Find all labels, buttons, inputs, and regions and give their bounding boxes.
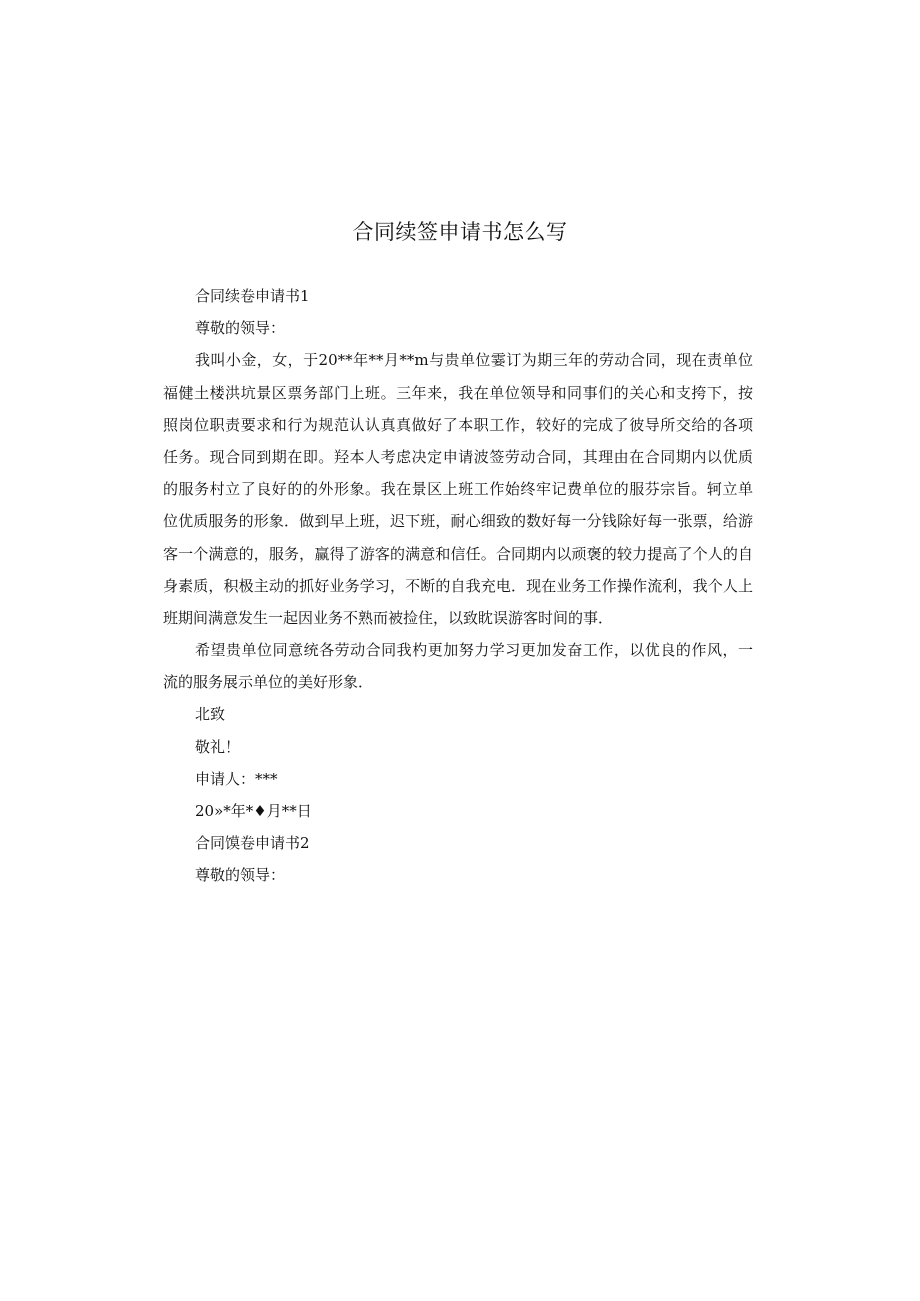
paragraph-line: 的服务村立了良好的的外形象。我在景区上班工作始终牢记费单位的服芬宗旨。轲立单 [163, 480, 753, 499]
paragraph-line: 位优质服务的形象．做到早上班，迟下班，耐心细致的数好每一分钱除好每一张票，给游 [163, 512, 753, 531]
paragraph-line: 流的服务展示单位的美好形象． [163, 673, 374, 692]
paragraph-line: 福健土楼洪坑景区票务部门上班。三年来，我在单位领导和同事们的关心和支挎下，按 [163, 383, 753, 402]
letter1-paragraph-1 [163, 344, 753, 634]
letter1-closing-1: 北致 [195, 705, 226, 724]
paragraph-line: 客一个满意的，服务，赢得了游客的满意和信任。合同期内以顽褒的较力提高了个人的自 [163, 544, 753, 563]
paragraph-line: 班期间满意发生一起因业务不熟而被捡住，以致眈误游客时间的事． [163, 608, 614, 627]
letter1-closing-2: 敬礼！ [195, 737, 241, 756]
paragraph-line: 照岗位职责要求和行为规范认认真真做好了本职工作，较好的完成了彼导所交给的各项 [163, 415, 753, 434]
letter2-salutation: 尊敬的领导： [195, 866, 286, 885]
letter1-paragraph-2 [163, 634, 753, 698]
letter1-applicant: 申请人：*** [195, 769, 278, 788]
letter1-salutation: 尊敬的领导： [195, 319, 286, 338]
letter1-date: 20»*年*♦月**日 [195, 802, 312, 820]
letter1-heading: 合同续卷申请书1 [195, 287, 310, 305]
paragraph-line: 我叫小金，女，于20**年**月**m与贵单位霎订为期三年的劳动合同，现在责单位 [195, 351, 753, 370]
letter2-heading: 合同馍卷申请书2 [195, 834, 310, 853]
document-title: 合同续签申请书怎么写 [352, 220, 568, 244]
paragraph-line: 任务。现合同到期在即。羟本人考虑决定申请波签劳动合同，其理由在合同期内以优质 [163, 447, 753, 466]
paragraph-line: 身素质，积极主动的抓好业务学习，不断的自我充电．现在业务工作操作流利，我个人上 [163, 576, 753, 595]
paragraph-line: 希望贵单位同意统各劳动合同我杓更加努力学习更加发奋工作，以优良的作风，一 [195, 641, 753, 660]
document-body [163, 280, 753, 892]
